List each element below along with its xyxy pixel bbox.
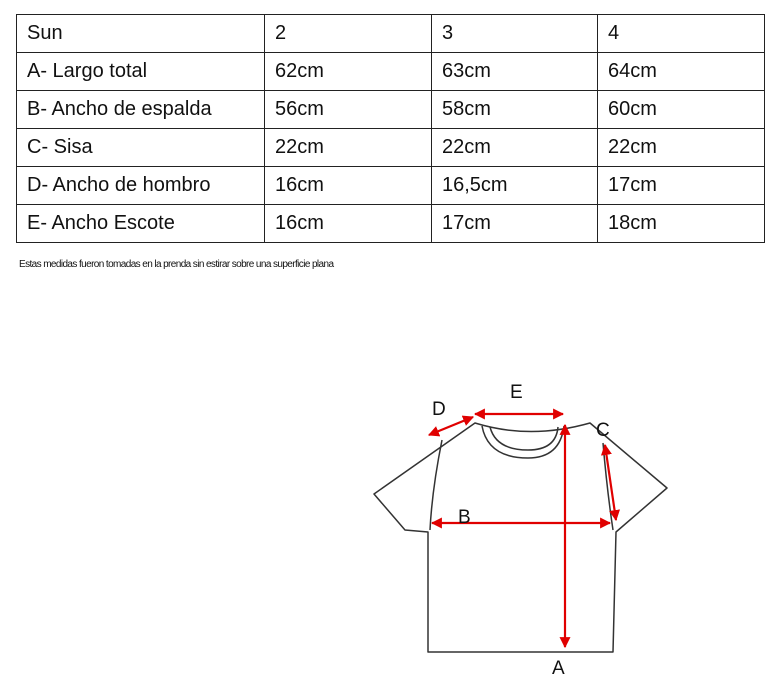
- table-cell: 62cm: [265, 53, 432, 91]
- table-row: [17, 53, 765, 91]
- measure-name: B- Ancho de espalda: [17, 91, 265, 129]
- label-a: A: [552, 658, 565, 679]
- label-d: D: [432, 399, 446, 420]
- measure-name: C- Sisa: [17, 129, 265, 167]
- label-b: B: [458, 507, 471, 528]
- tshirt-measurement-diagram: [360, 370, 720, 680]
- table-cell: 18cm: [598, 205, 765, 243]
- table-cell: 64cm: [598, 53, 765, 91]
- table-cell: 22cm: [598, 129, 765, 167]
- table-cell: 22cm: [432, 129, 598, 167]
- tshirt-outline: [374, 423, 667, 652]
- table-row: [17, 167, 765, 205]
- table-cell: 16cm: [265, 205, 432, 243]
- table-row: [17, 91, 765, 129]
- table-cell: 16,5cm: [432, 167, 598, 205]
- table-cell: 60cm: [598, 91, 765, 129]
- size-table: [16, 14, 765, 243]
- table-cell: 56cm: [265, 91, 432, 129]
- table-row: [17, 205, 765, 243]
- table-cell: 22cm: [265, 129, 432, 167]
- label-c: C: [596, 420, 610, 441]
- measure-name: A- Largo total: [17, 53, 265, 91]
- label-e: E: [510, 382, 523, 403]
- table-header-row: [17, 15, 765, 53]
- header-cell: Sun: [17, 15, 265, 53]
- header-cell: 2: [265, 15, 432, 53]
- table-cell: 17cm: [432, 205, 598, 243]
- measurement-note: Estas medidas fueron tomadas en la prenda sin estirar sobre una superficie plana: [19, 259, 334, 270]
- table-cell: 63cm: [432, 53, 598, 91]
- header-cell: 4: [598, 15, 765, 53]
- measure-name: E- Ancho Escote: [17, 205, 265, 243]
- header-cell: 3: [432, 15, 598, 53]
- measure-name: D- Ancho de hombro: [17, 167, 265, 205]
- table-row: [17, 129, 765, 167]
- table-cell: 58cm: [432, 91, 598, 129]
- table-cell: 17cm: [598, 167, 765, 205]
- table-cell: 16cm: [265, 167, 432, 205]
